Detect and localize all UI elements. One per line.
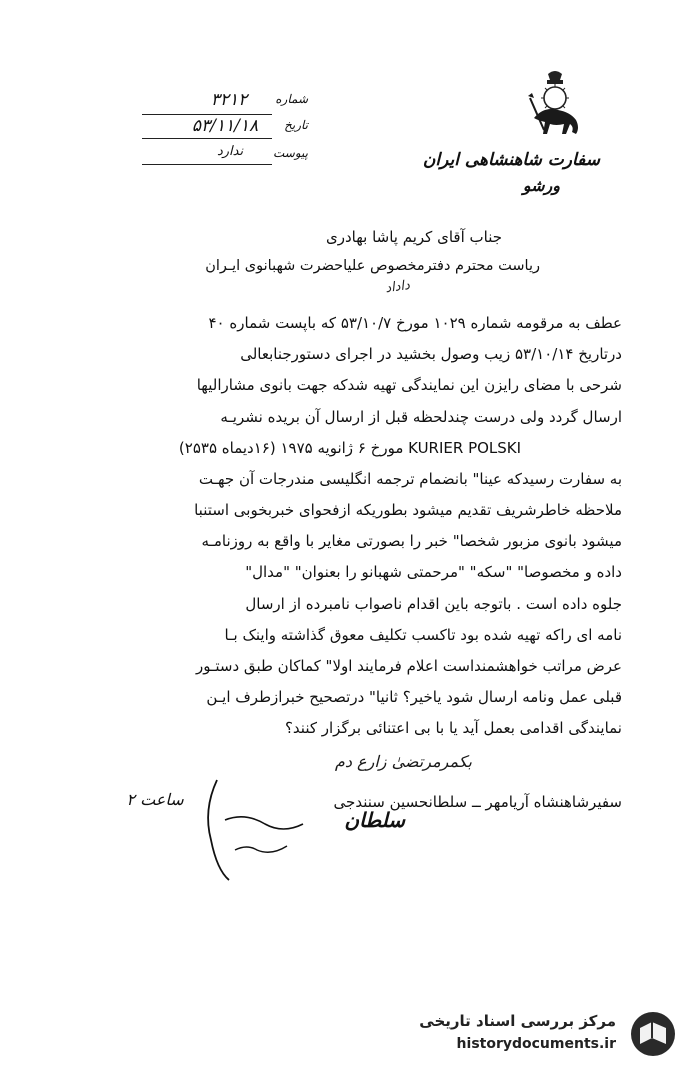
body-line: جلوه داده است . باتوجه باین اقدام ناصواب نامبرده از ارسال (245, 595, 622, 613)
reference-date-value: ۵۳/۱۱/۱۸ (191, 116, 259, 136)
body-line: KURIER POLSKI مورخ ۶ ژانویه ۱۹۷۵ (۱۶دیماه ۲۵۳۵) (178, 439, 522, 457)
body-line: نمایندگی اقدامی بعمل آید یا با بی اعتنائی برگزار کنند؟ (284, 719, 622, 737)
signature-handwritten: سلطان (344, 808, 405, 832)
reference-enclosure-line (142, 164, 272, 165)
reference-date-label: تاریخ (284, 118, 308, 132)
watermark-logo-icon (628, 1010, 678, 1058)
body-line: داده و مخصوصا" "سکه" "مرحمتی شهبانو را بعنوان" "مدال" (245, 563, 622, 581)
reference-enclosure-label: پیوست (273, 146, 308, 160)
body-line: قبلی عمل ونامه ارسال شود یاخیر؟ ثانیا" درتصحیح خبرازطرف ایـن (206, 688, 622, 706)
body-line: میشود بانوی مزبور شخصا" خبر را بصورتی مغایر با واقع به روزنامـه (201, 532, 622, 550)
watermark (396, 1008, 686, 1060)
body-line: شرحی با مضای رایزن این نمایندگی تهیه شدکه جهت بانوی مشارالیها (196, 376, 622, 394)
reference-date-line (142, 138, 272, 139)
signature-scribble (195, 760, 335, 890)
reference-number-value: ۳۲۱۲ (210, 90, 248, 110)
body-line: درتاریخ ۵۳/۱۰/۱۴ زیب وصول بخشید در اجرای دستورجنابعالی (240, 345, 622, 363)
addressee-title: ریاست محترم دفترمخصوص علیاحضرت شهبانوی ایـران (205, 258, 540, 274)
closing-note: بکمرمرتضیٰ زارع دم (334, 752, 472, 771)
letterhead-city: ورشو (522, 176, 560, 195)
body-line: عرض مراتب خواهشمنداست اعلام فرمایند اولا" کماکان طبق دستـور (196, 657, 622, 675)
lion-and-sun-emblem (520, 68, 590, 150)
body-line: به سفارت رسیدکه عینا" بانضمام ترجمه انگلیسی مندرجات آن جهـت (198, 470, 622, 488)
reference-number-line (142, 114, 272, 115)
reference-enclosure-value: ندارد (216, 144, 244, 159)
body-line: عطف به مرقومه شماره ۱۰۲۹ مورخ ۵۳/۱۰/۷ که باپست شماره ۴۰ (208, 314, 622, 332)
signature-side-note: ساعت ۲ (126, 790, 184, 809)
watermark-url: historydocuments.ir (456, 1036, 616, 1052)
signature-title: سفیرشاهنشاه آریامهر ــ سلطانحسین سنندجی (333, 793, 622, 811)
body-line: نامه ای راکه تهیه شده بود تاکسب تکلیف معوق گذاشته واینک بـا (224, 626, 622, 644)
addressee-name: جناب آقای کریم پاشا بهادری (326, 228, 502, 246)
body-line: ارسال گردد ولی درست چندلحظه قبل از ارسال آن بریده نشریـه (220, 408, 622, 426)
body-line: ملاحظه خاطرشریف تقدیم میشود بطوریکه ازفحوای خبربخوبی استنبا (194, 501, 622, 519)
letterhead-org-name: سفارت شاهنشاهی ایران (422, 150, 600, 170)
reference-number-label: شماره (275, 92, 308, 106)
margin-note: داداد (384, 277, 411, 297)
watermark-title: مرکز بررسی اسناد تاریخی (419, 1012, 616, 1030)
